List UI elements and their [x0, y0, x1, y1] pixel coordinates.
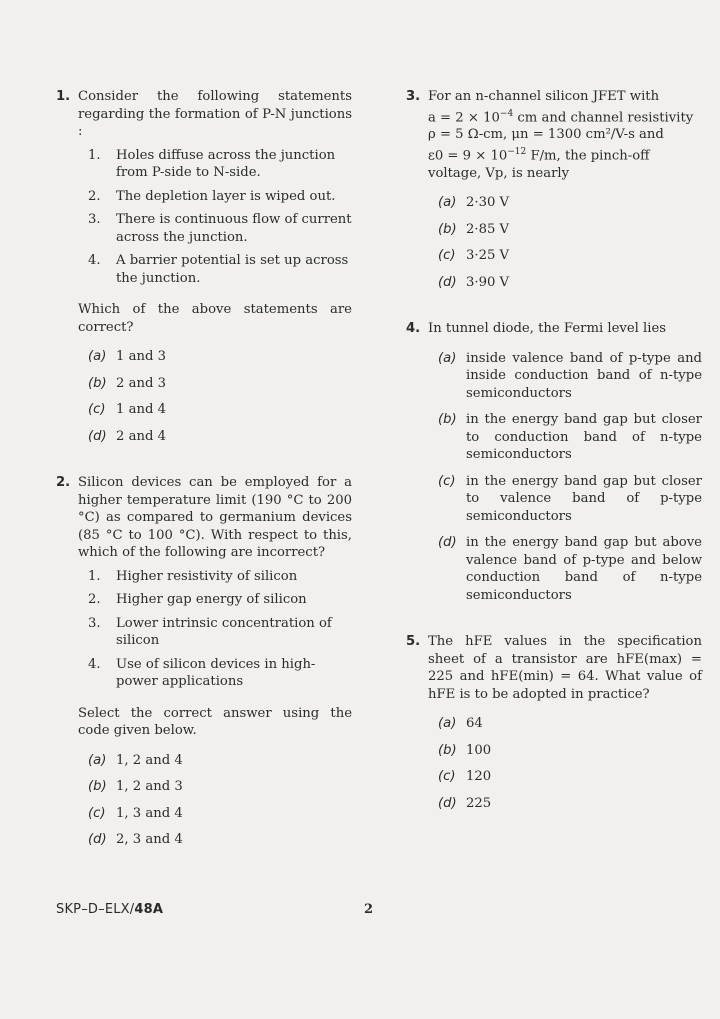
statement: 2. The depletion layer is wiped out.: [88, 188, 336, 204]
statement-list: [78, 147, 352, 288]
statement: 2. Higher gap energy of silicon: [88, 592, 307, 607]
question-3: [406, 88, 702, 291]
page-number: 2: [364, 902, 374, 917]
question-number: 5.: [406, 634, 421, 650]
question-5: [406, 633, 702, 812]
option-b: (b) 2 and 3: [88, 375, 166, 391]
question-number: 1.: [56, 89, 71, 104]
option-d: (d) 2, 3 and 4: [88, 832, 183, 847]
question-text: In tunnel diode, the Fermi level lies: [428, 321, 667, 337]
option-list: [428, 194, 702, 291]
statement-list: [78, 568, 352, 691]
option-a: (a) 1, 2 and 4: [88, 752, 183, 768]
option-a: (a) 64: [438, 716, 483, 732]
option-c: (c) 3·25 V: [438, 248, 510, 264]
question-1: [56, 88, 352, 445]
option-b: (b) 1, 2 and 3: [88, 779, 183, 794]
option-a: (a) 1 and 3: [88, 349, 166, 364]
option-a: (a) 2·30 V: [438, 195, 510, 211]
option-d: (d) 3·90 V: [438, 274, 510, 290]
option-d: (d) 2 and 4: [88, 428, 166, 444]
option-list: [428, 715, 702, 812]
option-d: (d) in the energy band gap but above valence band of p-type and below conduction band of n-type semiconductors: [438, 535, 702, 603]
question-prompt: Select the correct answer using the code given below.: [78, 705, 352, 738]
statement: 3. There is continuous flow of current across the junction.: [88, 212, 352, 245]
question-4: [406, 320, 702, 604]
option-c: (c) 1, 3 and 4: [88, 805, 183, 821]
question-text: For an n-channel silicon JFET with $a = 2 \times 10^{-4}$ cm and channel resistivity ρ = 5 Ω-cm, μn = 1300 cm²/V-s and $\varepsilon 0 = 9 \times 10^{-12}$ F/m, the pinch-off voltage, Vp, is nearly: [428, 89, 694, 181]
question-prompt: Which of the above statements are correct?: [78, 302, 352, 335]
option-c: (c) 1 and 4: [88, 402, 166, 417]
option-c: (c) 120: [438, 769, 492, 785]
question-number: 2.: [56, 475, 71, 490]
question-2: [56, 474, 352, 849]
option-b: (b) 2·85 V: [438, 221, 510, 237]
option-b: (b) 100: [438, 742, 492, 758]
question-text: Silicon devices can be employed for a higher temperature limit (190 °C to 200 °C) as compared to germanium devices (85 °C to 100 °C). With respect to this, which of the following are incorrect?: [78, 475, 352, 560]
option-a: (a) inside valence band of p-type and inside conduction band of n-type semiconductors: [438, 350, 702, 401]
question-text: Consider the following statements regarding the formation of P-N junctions :: [78, 89, 352, 139]
statement: 1. Higher resistivity of silicon: [88, 568, 298, 584]
right-column: [406, 88, 702, 821]
statement: 1. Holes diffuse across the junction from P-side to N-side.: [88, 147, 336, 180]
option-list: [428, 350, 702, 605]
option-b: (b) in the energy band gap but closer to conduction band of n-type semiconductors: [438, 412, 702, 463]
statement: 4. Use of silicon devices in high-power applications: [88, 656, 316, 689]
question-number: 4.: [406, 321, 421, 337]
option-list: [78, 348, 352, 445]
footer-code: SKP–D–ELX/48A: [56, 902, 164, 917]
question-number: 3.: [406, 89, 421, 104]
statement: 3. Lower intrinsic concentration of silicon: [88, 615, 332, 648]
question-text: The hFE values in the specification sheet of a transistor are hFE(max) = 225 and hFE(min) = 64. What value of hFE is to be adopted in practice?: [428, 634, 702, 702]
option-c: (c) in the energy band gap but closer to valence band of p-type semiconductors: [438, 473, 702, 524]
left-column: [56, 88, 352, 858]
statement: 4. A barrier potential is set up across the junction.: [88, 253, 349, 286]
option-list: [78, 752, 352, 849]
option-d: (d) 225: [438, 795, 492, 811]
